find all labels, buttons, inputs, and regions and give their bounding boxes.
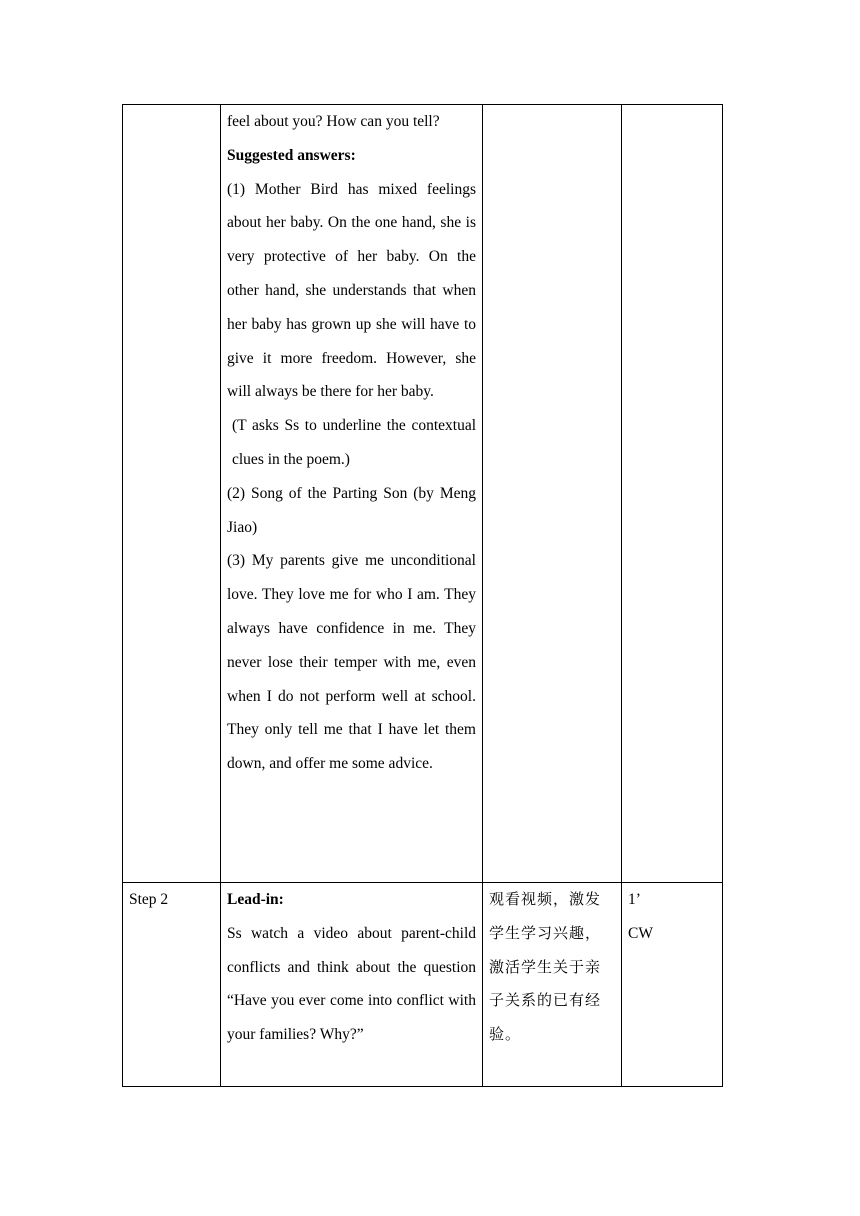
- purpose-cell: [483, 105, 622, 883]
- answer-2: (2) Song of the Parting Son (by Meng Jiao): [227, 484, 476, 536]
- lesson-plan-table: [122, 104, 723, 1087]
- purpose-text: 观看视频，激发学生学习兴趣，激活学生关于亲子关系的已有经验。: [489, 890, 602, 1044]
- answer-1: (1) Mother Bird has mixed feelings about her baby. On the one hand, she is very protective of her baby. On the other hand, she understands that when her baby has grown up she will have to give it more freedom. However, she will always be there for her baby.: [227, 180, 476, 401]
- activity-cell: [221, 883, 483, 1087]
- teacher-note: (T asks Ss to underline the contextual clues in the poem.): [232, 417, 476, 468]
- question-text: feel about you? How can you tell?: [227, 113, 440, 130]
- time-value: 1’: [628, 891, 641, 908]
- lead-in-heading: Lead-in:: [227, 891, 284, 908]
- table-row: [123, 883, 723, 1087]
- purpose-cell: [483, 883, 622, 1087]
- table-row: [123, 105, 723, 883]
- activity-cell: [221, 105, 483, 883]
- answer-3: (3) My parents give me unconditional love. They love me for who I am. They always have confidence in me. They never lose their temper with me, even when I do not perform well at school. They only tell me that I have let them down, and offer me some advice.: [227, 552, 476, 773]
- lead-in-body: Ss watch a video about parent-child conflicts and think about the question “Have you ever come into conflict with your families? Why?”: [227, 924, 476, 1044]
- time-cell: [622, 105, 723, 883]
- time-cell: [622, 883, 723, 1087]
- step-label: Step 2: [129, 891, 169, 908]
- suggested-answers-heading: Suggested answers:: [227, 146, 356, 164]
- step-cell: [123, 105, 221, 883]
- step-cell: [123, 883, 221, 1087]
- interaction-mode: CW: [628, 924, 653, 942]
